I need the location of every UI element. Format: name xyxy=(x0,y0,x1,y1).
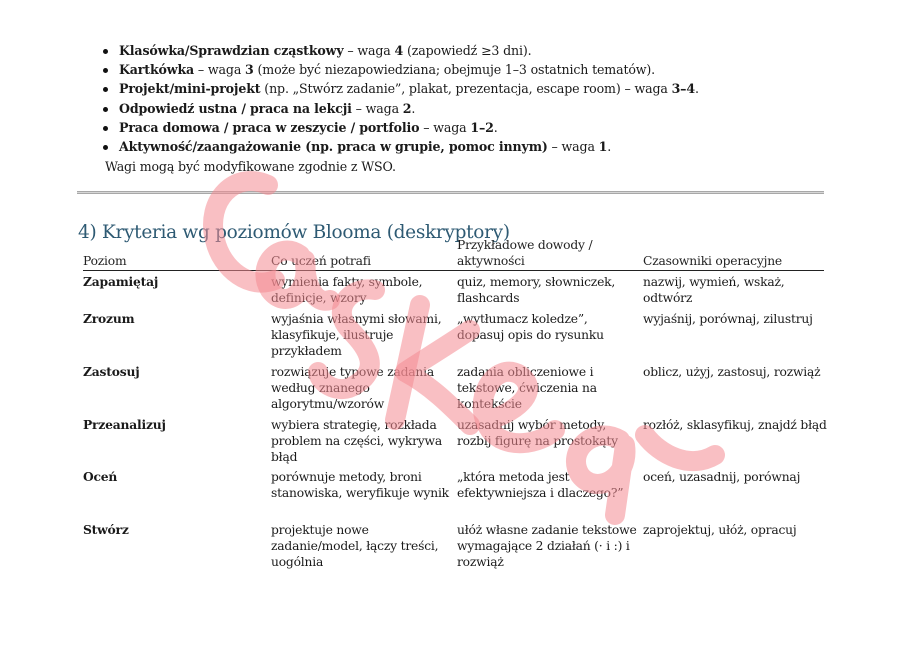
table-header xyxy=(83,239,824,271)
level-cell: Zapamiętaj xyxy=(83,274,159,289)
can-cell: rozwiązuje typowe zadania według znanego algorytmu/wzorów xyxy=(271,365,435,412)
evidence-cell: ułóż własne zadanie tekstowe wymagające 2 działań (· i :) i rozwiąż xyxy=(457,523,637,570)
item-text: (np. „Stwórz zadanie”, plakat, prezentacja, escape room) – waga xyxy=(260,81,672,97)
weight-item xyxy=(83,79,699,98)
item-text: (może być niezapowiedziana; obejmuje 1–3 ostatnich tematów). xyxy=(253,62,656,78)
item-text: . xyxy=(411,100,416,116)
item-text: – waga xyxy=(419,119,471,135)
item-title: Kartkówka xyxy=(119,62,195,78)
column-header-verbs: Czasowniki operacyjne xyxy=(643,254,783,268)
item-title: Klasówka/Sprawdzian cząstkowy xyxy=(119,43,344,58)
item-text: . xyxy=(694,81,699,97)
table-row xyxy=(83,469,824,522)
item-weight: 1 xyxy=(598,138,608,154)
verbs-cell: oceń, uzasadnij, porównaj xyxy=(643,470,801,484)
column-header-level: Poziom xyxy=(83,254,127,268)
evidence-cell: uzasadnij wybór metody, rozbij figurę na prostokąty xyxy=(457,418,618,449)
item-text: – waga xyxy=(343,43,395,58)
column-header-can: Co uczeń potrafi xyxy=(271,254,371,268)
item-text: . xyxy=(607,138,612,154)
level-cell: Przeanalizuj xyxy=(83,417,166,432)
verbs-cell: nazwij, wymień, wskaż, odtwórz xyxy=(643,275,785,306)
can-cell: projektuje nowe zadanie/model, łączy treści, uogólnia xyxy=(271,523,439,570)
item-title: Aktywność/zaangażowanie (np. praca w grupie, pomoc innym) xyxy=(119,138,548,154)
item-text: . xyxy=(493,119,498,135)
item-weight: 4 xyxy=(394,43,404,58)
verbs-cell: zaprojektuj, ułóż, opracuj xyxy=(643,523,797,537)
table-row xyxy=(83,311,824,364)
evidence-cell: „która metoda jest efektywniejsza i dlaczego?” xyxy=(457,470,624,501)
can-cell: wymienia fakty, symbole, definicje, wzory xyxy=(271,275,423,306)
bullet-icon xyxy=(103,126,108,131)
bullet-icon xyxy=(103,107,108,112)
item-text: – waga xyxy=(194,62,246,78)
weight-item xyxy=(83,137,699,156)
level-cell: Zastosuj xyxy=(83,364,140,379)
weight-item xyxy=(83,41,699,60)
can-cell: wyjaśnia własnymi słowami, klasyfikuje, ilustruje przykładem xyxy=(271,312,442,359)
bullet-icon xyxy=(103,87,108,92)
bloom-criteria-table xyxy=(83,238,827,575)
item-title: Praca domowa / praca w zeszycie / portfolio xyxy=(119,119,420,135)
item-text: – waga xyxy=(547,138,599,154)
item-title: Odpowiedź ustna / praca na lekcji xyxy=(119,100,352,116)
weight-item xyxy=(83,99,699,118)
verbs-cell: rozłóż, sklasyfikuj, znajdź błąd xyxy=(643,418,827,432)
level-cell: Zrozum xyxy=(83,311,135,326)
can-cell: porównuje metody, broni stanowiska, weryfikuje wynik xyxy=(271,470,449,501)
level-cell: Oceń xyxy=(83,469,118,484)
weight-item xyxy=(83,60,699,79)
verbs-cell: wyjaśnij, porównaj, zilustruj xyxy=(643,312,813,326)
can-cell: wybiera strategię, rozkłada problem na części, wykrywa błąd xyxy=(271,418,442,465)
weights-note: Wagi mogą być modyfikowane zgodnie z WSO. xyxy=(105,159,396,174)
table-row xyxy=(83,364,824,417)
item-weight: 2 xyxy=(402,100,412,116)
item-weight: 1–2 xyxy=(470,119,494,135)
section-divider xyxy=(77,191,824,194)
evidence-cell: „wytłumacz koledze”, dopasuj opis do rysunku xyxy=(457,312,604,343)
table-row xyxy=(83,522,824,575)
evidence-cell: quiz, memory, słowniczek, flashcards xyxy=(457,275,616,306)
item-text: – waga xyxy=(351,100,403,116)
item-weight: 3 xyxy=(245,62,254,78)
column-header-evidence: Przykładowe dowody / aktywności xyxy=(457,238,593,268)
weights-list xyxy=(83,41,699,156)
item-weight: 3–4 xyxy=(671,81,695,97)
table-row xyxy=(83,417,827,469)
bullet-icon xyxy=(103,145,108,150)
evidence-cell: zadania obliczeniowe i tekstowe, ćwiczenia na kontekście xyxy=(457,365,597,412)
weight-item xyxy=(83,118,699,137)
level-cell: Stwórz xyxy=(83,522,129,537)
verbs-cell: oblicz, użyj, zastosuj, rozwiąż xyxy=(643,365,821,379)
item-text: (zapowiedź ≥3 dni). xyxy=(403,43,532,58)
item-title: Projekt/mini-projekt xyxy=(119,81,261,97)
bullet-icon xyxy=(103,68,108,73)
table-row xyxy=(83,274,824,311)
section-heading: 4) Kryteria wg poziomów Blooma (deskryptory) xyxy=(78,222,510,244)
bullet-icon xyxy=(103,49,108,54)
